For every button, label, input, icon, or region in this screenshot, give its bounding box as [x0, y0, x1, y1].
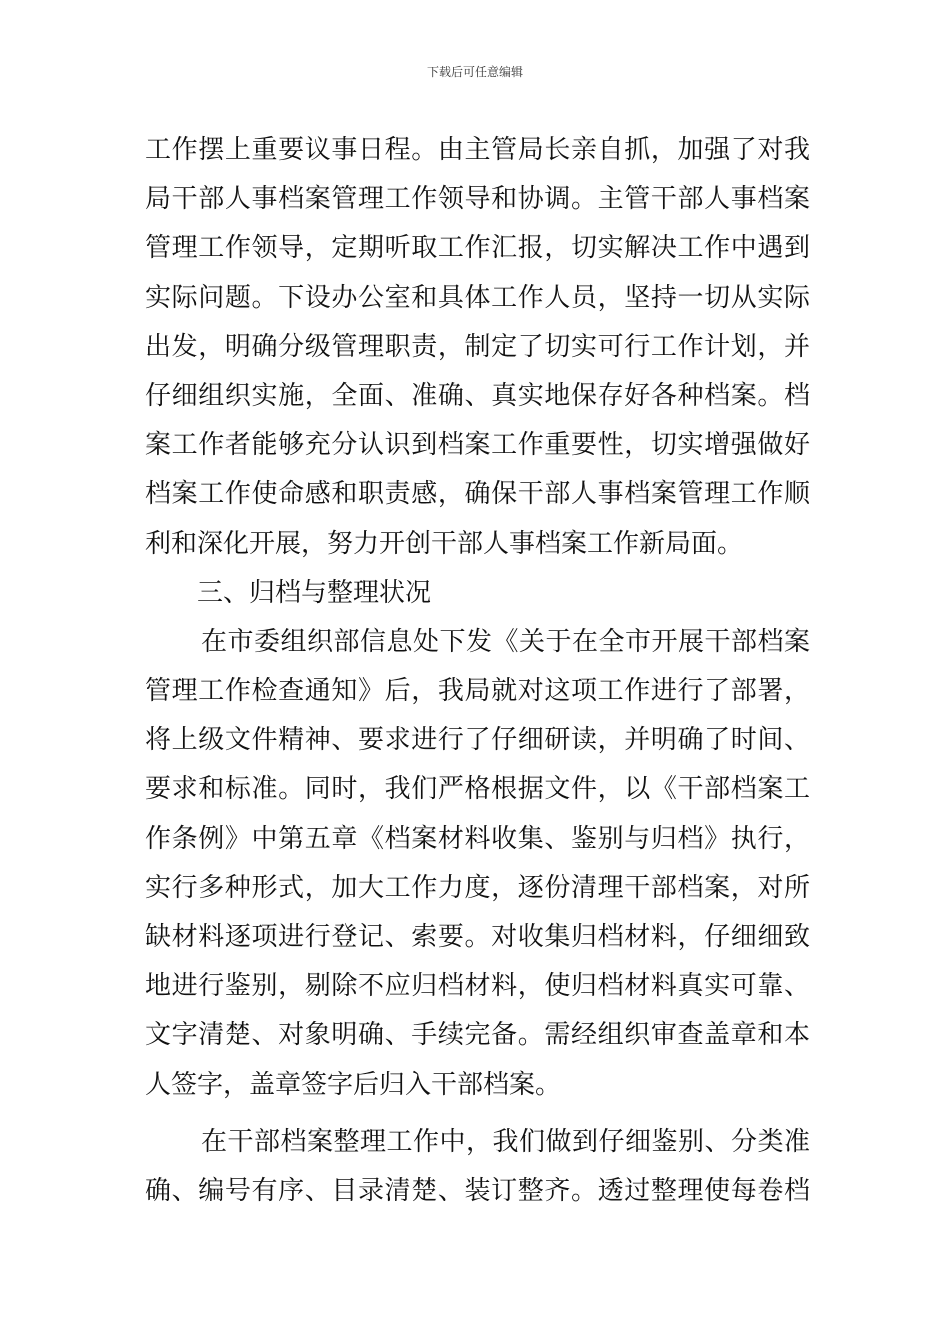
paragraph-line: 档案工作使命感和职责感，确保干部人事档案管理工作顺 — [145, 479, 810, 510]
document-body — [145, 126, 810, 1216]
paragraph-line: 管理工作领导，定期听取工作汇报，切实解决工作中遇到 — [145, 233, 810, 264]
paragraph-line: 局干部人事档案管理工作领导和协调。主管干部人事档案 — [145, 184, 810, 215]
paragraph-line: 管理工作检查通知》后，我局就对这项工作进行了部署， — [145, 676, 810, 707]
paragraph-line: 实行多种形式，加大工作力度，逐份清理干部档案，对所 — [145, 872, 810, 903]
paragraph-line: 文字清楚、对象明确、手续完备。需经组织审查盖章和本 — [145, 1020, 810, 1051]
page-header — [0, 64, 950, 80]
paragraph-gap — [145, 1110, 810, 1118]
paragraph-line: 仔细组织实施，全面、准确、真实地保存好各种档案。档 — [145, 380, 810, 411]
paragraph-line: 在干部档案整理工作中，我们做到仔细鉴别、分类准 — [201, 1126, 810, 1157]
section-heading: 三、归档与整理状况 — [197, 577, 432, 608]
paragraph-line: 作条例》中第五章《档案材料收集、鉴别与归档》执行， — [145, 823, 810, 854]
paragraph-line: 人签字，盖章签字后归入干部档案。 — [145, 1069, 562, 1100]
paragraph-line: 实际问题。下设办公室和具体工作人员，坚持一切从实际 — [145, 282, 810, 313]
paragraph-line: 缺材料逐项进行登记、索要。对收集归档材料，仔细细致 — [145, 922, 810, 952]
paragraph-line: 确、编号有序、目录清楚、装订整齐。透过整理使每卷档 — [145, 1175, 810, 1206]
paragraph-line: 出发，明确分级管理职责，制定了切实可行工作计划，并 — [145, 331, 810, 362]
paragraph-line: 要求和标准。同时，我们严格根据文件，以《干部档案工 — [145, 774, 810, 805]
paragraph-line: 地进行鉴别，剔除不应归档材料，使归档材料真实可靠、 — [145, 971, 810, 1002]
paragraph-line: 案工作者能够充分认识到档案工作重要性，切实增强做好 — [145, 430, 810, 461]
paragraph-line: 将上级文件精神、要求进行了仔细研读，并明确了时间、 — [145, 725, 810, 756]
paragraph-line: 工作摆上重要议事日程。由主管局长亲自抓，加强了对我 — [145, 135, 810, 165]
header-note: 下载后可任意编辑 — [426, 65, 523, 79]
paragraph-line: 利和深化开展，努力开创干部人事档案工作新局面。 — [145, 528, 744, 559]
paragraph-line: 在市委组织部信息处下发《关于在全市开展干部档案 — [201, 626, 810, 657]
